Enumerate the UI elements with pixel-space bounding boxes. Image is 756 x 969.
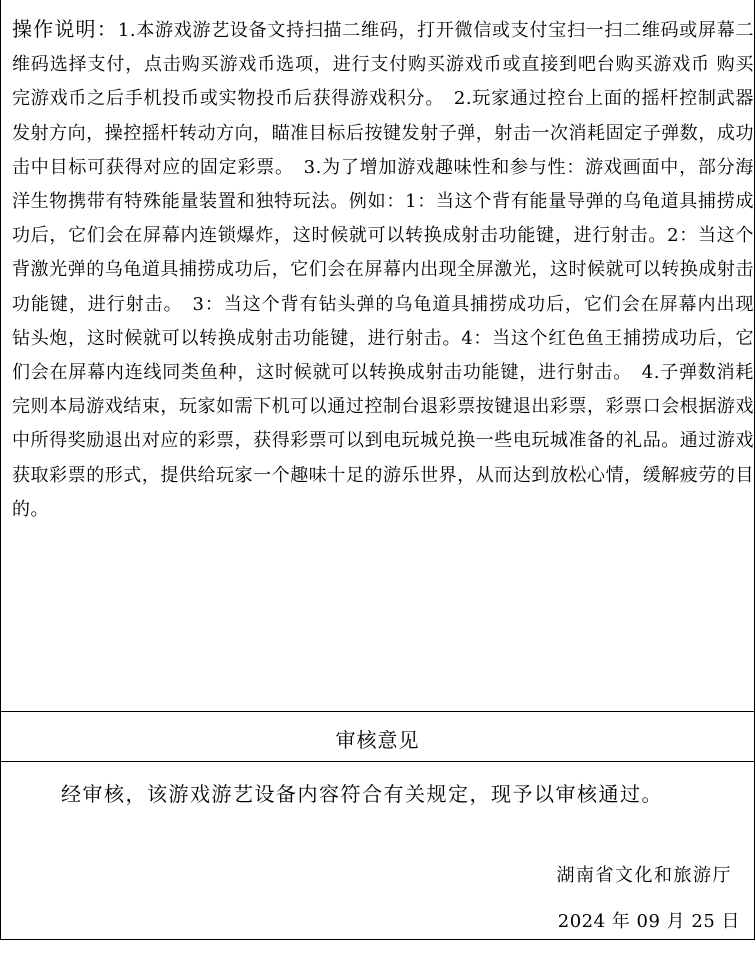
review-date: 2024 年 09 月 25 日 (557, 911, 740, 932)
review-opinion-text: 经审核，该游戏游艺设备内容符合有关规定，现予以审核通过。 (61, 782, 663, 806)
review-opinion-body (1, 762, 754, 940)
review-opinion-header: 审核意见 (1, 712, 754, 762)
issuing-organization: 湖南省文化和旅游厅 (556, 865, 732, 886)
instructions-cell (1, 0, 754, 712)
instructions-label: 操作说明： (12, 17, 118, 41)
instructions-text: 1.本游戏游艺设备文持扫描二维码，打开微信或支付宝扫一扫二维码或屏幕二维码选择支付，点击购买游戏币选项，进行支付购买游戏币或直接到吧台购买游戏币 购买完游戏币之后手机投币或实物投币后获得游戏积分。 2.玩家通过控台上面的摇杆控制武器发射方向，操控摇杆转动方向，瞄准目标后按键发射子弹，射击一次消耗固定子弹数，成功击中目标可获得对应的固定彩票。 3.为了增加游戏趣味性和参与性：游戏画面中，部分海洋生物携带有特殊能量装置和独特玩法。例如：1：当这个背有能量导弹的乌龟道具捕捞成功后，它们会在屏幕内连锁爆炸，这时候就可以转换成射击功能键，进行射击。2：当这个背激光弹的乌龟道具捕捞成功后，它们会在屏幕内出现全屏激光，这时候就可以转换成射击功能键，进行射击。 3：当这个背有钻头弹的乌龟道具捕捞成功后，它们会在屏幕内出现钻头炮，这时候就可以转换成射击功能键，进行射击。4：当这个红色鱼王捕捞成功后，它们会在屏幕内连线同类鱼种，这时候就可以转换成射击功能键，进行射击。 4.子弹数消耗完则本局游戏结束，玩家如需下机可以通过控制台退彩票按键退出彩票，彩票口会根据游戏中所得奖励退出对应的彩票，获得彩票可以到电玩城兑换一些电玩城准备的礼品。通过游戏获取彩票的形式，提供给玩家一个趣味十足的游乐世界，从而达到放松心情，缓解疲劳的目的。 (12, 20, 755, 520)
